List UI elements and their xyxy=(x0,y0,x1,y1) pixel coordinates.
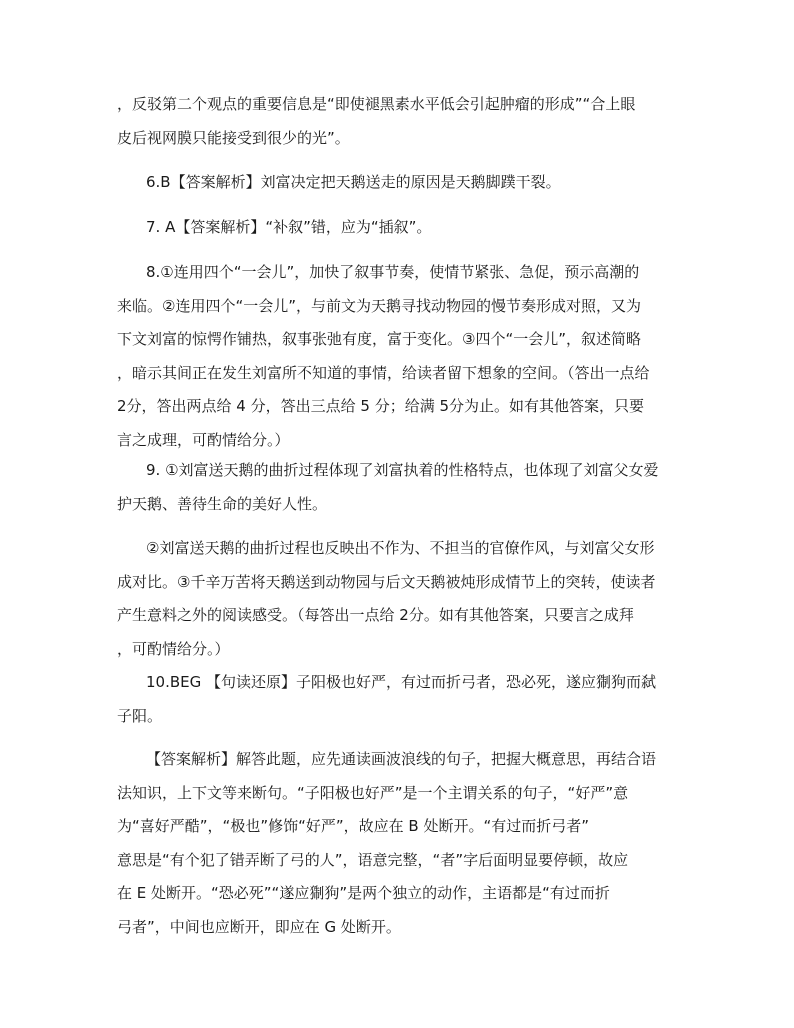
answer-6 xyxy=(117,166,677,200)
text-line: ，反驳第二个观点的重要信息是“即使褪黑素水平低会引起肿瘤的形成”“合上眼 xyxy=(117,95,636,113)
text-line: 皮后视网膜只能接受到很少的光”。 xyxy=(117,128,350,147)
text-line: 7. A【答案解析】“补叙”错，应为“插叙”。 xyxy=(146,218,432,236)
paragraph-5-tail xyxy=(117,88,677,155)
text-line: 成对比。③千辛万苦将天鹅送到动物园与后文天鹅被炖形成情节上的突转，使读者 xyxy=(117,572,656,591)
text-line: 为“喜好严酷”，“极也”修饰“好严”，故应在 B 处断开。“有过而折弓者” xyxy=(117,817,589,835)
answer-10 xyxy=(117,666,677,733)
answer-7 xyxy=(117,211,677,245)
answer-8 xyxy=(117,256,677,457)
text-line: ，可酌情给分。） xyxy=(117,639,230,658)
text-line: 【答案解析】解答此题，应先通读画波浪线的句子，把握大概意思，再结合语 xyxy=(146,750,657,768)
text-line: 言之成理，可酌情给分。） xyxy=(117,430,290,449)
text-line: 9. ①刘富送天鹅的曲折过程体现了刘富执着的性格特点，也体现了刘富父女爱 xyxy=(146,461,659,479)
text-line: 来临。②连用四个“一会儿”，与前文为天鹅寻找动物园的慢节奏形成对照，又为 xyxy=(117,296,641,315)
text-line: ，暗示其间正在发生刘富所不知道的事情，给读者留下想象的空间。（答出一点给 xyxy=(117,363,650,382)
text-line: 10.BEG 【句读还原】子阳极也好严，有过而折弓者，恐必死，遂应猘狗而弑 xyxy=(146,673,657,691)
text-line: 弓者”，中间也应断开，即应在 G 处断开。 xyxy=(117,917,401,936)
text-line: 法知识，上下文等来断句。“子阳极也好严”是一个主谓关系的句子，“好严”意 xyxy=(117,783,629,802)
text-line: 6.B【答案解析】刘富决定把天鹅送走的原因是天鹅脚蹼干裂。 xyxy=(146,173,561,191)
text-line: 在 E 处断开。“恐必死”“遂应猘狗”是两个独立的动作，主语都是“有过而折 xyxy=(117,884,610,902)
text-line: 意思是“有个犯了错弄断了弓的人”，语意完整，“者”字后面明显要停顿，故应 xyxy=(117,850,629,869)
answer-9 xyxy=(117,454,677,521)
text-line: 2分，答出两点给 4 分，答出三点给 5 分；给满 5分为止。如有其他答案，只要 xyxy=(117,397,645,415)
answer-10-analysis xyxy=(117,743,677,944)
text-line: 护天鹅、善待生命的美好人性。 xyxy=(117,494,328,513)
text-line: 产生意料之外的阅读感受。（每答出一点给 2分。如有其他答案，只要言之成拜 xyxy=(117,606,634,624)
text-line: 下文刘富的惊愕作铺热，叙事张弛有度，富于变化。③四个“一会儿”，叙述简略 xyxy=(117,330,641,348)
answer-9-continued xyxy=(117,532,677,666)
text-line: 8.①连用四个“一会儿”，加快了叙事节奏，使情节紧张、急促，预示高潮的 xyxy=(146,263,640,281)
text-line: 子阳。 xyxy=(117,706,163,725)
text-line: ②刘富送天鹅的曲折过程也反映出不作为、不担当的官僚作风，与刘富父女形 xyxy=(146,539,655,557)
